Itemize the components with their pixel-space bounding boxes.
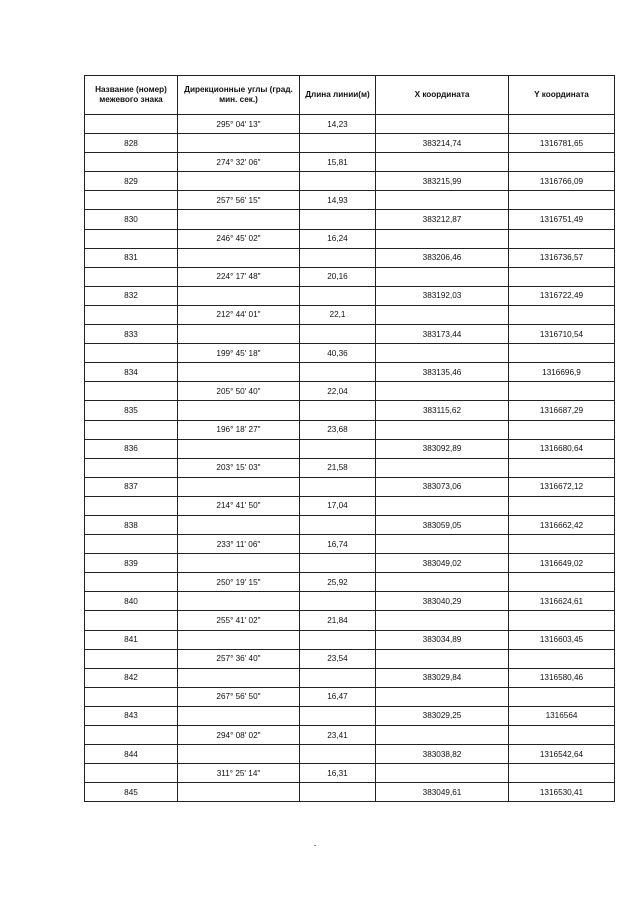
mark-row [85, 706, 615, 725]
segment-angle: 246° 45' 02" [178, 229, 300, 248]
mark-name: 828 [85, 134, 178, 153]
header-mark-name: Название (номер) межевого знака [85, 76, 178, 115]
segment-name-cell [85, 267, 178, 286]
header-x-coordinate: X координата [376, 76, 509, 115]
mark-y-coordinate: 1316580,46 [509, 668, 615, 687]
mark-row [85, 477, 615, 496]
mark-y-coordinate: 1316530,41 [509, 783, 615, 802]
segment-x-cell [376, 611, 509, 630]
segment-angle: 257° 36' 40" [178, 649, 300, 668]
segment-name-cell [85, 305, 178, 324]
segment-x-cell [376, 153, 509, 172]
segment-length: 16,31 [300, 764, 376, 783]
segment-length: 22,1 [300, 305, 376, 324]
segment-y-cell [509, 687, 615, 706]
mark-name: 832 [85, 286, 178, 305]
segment-angle: 205° 50' 40" [178, 382, 300, 401]
mark-x-coordinate: 383049,02 [376, 554, 509, 573]
mark-row [85, 745, 615, 764]
segment-angle: 255° 41' 02" [178, 611, 300, 630]
mark-name: 836 [85, 439, 178, 458]
mark-row [85, 439, 615, 458]
segment-row [85, 764, 615, 783]
segment-angle: 295° 04' 13" [178, 115, 300, 134]
segment-row [85, 267, 615, 286]
mark-row [85, 630, 615, 649]
segment-length: 23,54 [300, 649, 376, 668]
mark-length-cell [300, 248, 376, 267]
segment-row [85, 458, 615, 477]
segment-angle: 224° 17' 48" [178, 267, 300, 286]
segment-x-cell [376, 191, 509, 210]
mark-row [85, 592, 615, 611]
mark-name: 843 [85, 706, 178, 725]
segment-row [85, 229, 615, 248]
segment-row [85, 535, 615, 554]
mark-y-coordinate: 1316751,49 [509, 210, 615, 229]
segment-length: 16,24 [300, 229, 376, 248]
mark-x-coordinate: 383173,44 [376, 325, 509, 344]
mark-name: 841 [85, 630, 178, 649]
segment-y-cell [509, 191, 615, 210]
segment-angle: 274° 32' 06" [178, 153, 300, 172]
mark-y-coordinate: 1316603,45 [509, 630, 615, 649]
segment-angle: 294° 08' 02" [178, 726, 300, 745]
segment-y-cell [509, 458, 615, 477]
segment-length: 16,47 [300, 687, 376, 706]
segment-angle: 196° 18' 27" [178, 420, 300, 439]
segment-y-cell [509, 115, 615, 134]
segment-x-cell [376, 267, 509, 286]
mark-y-coordinate: 1316736,57 [509, 248, 615, 267]
segment-y-cell [509, 267, 615, 286]
segment-length: 23,68 [300, 420, 376, 439]
mark-row [85, 363, 615, 382]
mark-row [85, 554, 615, 573]
mark-angle-cell [178, 554, 300, 573]
segment-name-cell [85, 458, 178, 477]
segment-angle: 199° 45' 18" [178, 344, 300, 363]
segment-y-cell [509, 344, 615, 363]
segment-row [85, 382, 615, 401]
segment-length: 15,81 [300, 153, 376, 172]
mark-y-coordinate: 1316564 [509, 706, 615, 725]
mark-angle-cell [178, 477, 300, 496]
mark-y-coordinate: 1316542,64 [509, 745, 615, 764]
segment-name-cell [85, 535, 178, 554]
segment-row [85, 420, 615, 439]
mark-angle-cell [178, 325, 300, 344]
segment-name-cell [85, 687, 178, 706]
segment-row [85, 496, 615, 515]
segment-angle: 214° 41' 50" [178, 496, 300, 515]
segment-length: 16,74 [300, 535, 376, 554]
segment-x-cell [376, 726, 509, 745]
mark-length-cell [300, 325, 376, 344]
table-header-row [85, 76, 615, 115]
mark-row [85, 210, 615, 229]
mark-angle-cell [178, 439, 300, 458]
segment-x-cell [376, 344, 509, 363]
mark-x-coordinate: 383115,62 [376, 401, 509, 420]
mark-x-coordinate: 383215,99 [376, 172, 509, 191]
segment-angle: 257° 56' 15" [178, 191, 300, 210]
segment-name-cell [85, 382, 178, 401]
segment-row [85, 687, 615, 706]
mark-x-coordinate: 383092,89 [376, 439, 509, 458]
mark-y-coordinate: 1316687,29 [509, 401, 615, 420]
segment-name-cell [85, 726, 178, 745]
mark-x-coordinate: 383029,25 [376, 706, 509, 725]
mark-length-cell [300, 668, 376, 687]
segment-row [85, 344, 615, 363]
segment-name-cell [85, 344, 178, 363]
mark-angle-cell [178, 706, 300, 725]
header-direction-angle: Дирекционные углы (град. мин. сек.) [178, 76, 300, 115]
mark-name: 845 [85, 783, 178, 802]
mark-row [85, 172, 615, 191]
mark-x-coordinate: 383073,06 [376, 477, 509, 496]
segment-x-cell [376, 115, 509, 134]
mark-angle-cell [178, 630, 300, 649]
mark-row [85, 134, 615, 153]
mark-row [85, 783, 615, 802]
mark-name: 830 [85, 210, 178, 229]
segment-name-cell [85, 764, 178, 783]
mark-x-coordinate: 383059,05 [376, 515, 509, 534]
segment-y-cell [509, 420, 615, 439]
segment-name-cell [85, 153, 178, 172]
segment-row [85, 153, 615, 172]
segment-angle: 267° 56' 50" [178, 687, 300, 706]
segment-y-cell [509, 573, 615, 592]
mark-angle-cell [178, 401, 300, 420]
segment-y-cell [509, 382, 615, 401]
mark-name: 840 [85, 592, 178, 611]
segment-y-cell [509, 535, 615, 554]
mark-name: 839 [85, 554, 178, 573]
segment-row [85, 573, 615, 592]
segment-length: 14,23 [300, 115, 376, 134]
segment-name-cell [85, 420, 178, 439]
segment-row [85, 115, 615, 134]
mark-y-coordinate: 1316696,9 [509, 363, 615, 382]
segment-y-cell [509, 764, 615, 783]
mark-y-coordinate: 1316624,61 [509, 592, 615, 611]
segment-row [85, 191, 615, 210]
segment-y-cell [509, 726, 615, 745]
segment-name-cell [85, 611, 178, 630]
segment-length: 21,58 [300, 458, 376, 477]
mark-length-cell [300, 783, 376, 802]
header-y-coordinate: Y координата [509, 76, 615, 115]
segment-y-cell [509, 649, 615, 668]
mark-length-cell [300, 706, 376, 725]
segment-name-cell [85, 229, 178, 248]
mark-row [85, 668, 615, 687]
mark-length-cell [300, 630, 376, 649]
mark-name: 837 [85, 477, 178, 496]
mark-x-coordinate: 383038,82 [376, 745, 509, 764]
mark-length-cell [300, 515, 376, 534]
mark-name: 833 [85, 325, 178, 344]
mark-angle-cell [178, 210, 300, 229]
mark-name: 831 [85, 248, 178, 267]
segment-row [85, 305, 615, 324]
mark-length-cell [300, 172, 376, 191]
mark-x-coordinate: 383049,61 [376, 783, 509, 802]
mark-length-cell [300, 554, 376, 573]
segment-x-cell [376, 573, 509, 592]
mark-length-cell [300, 134, 376, 153]
mark-length-cell [300, 363, 376, 382]
mark-row [85, 325, 615, 344]
segment-x-cell [376, 458, 509, 477]
mark-name: 835 [85, 401, 178, 420]
mark-length-cell [300, 286, 376, 305]
mark-row [85, 286, 615, 305]
scan-speck [314, 845, 316, 846]
mark-x-coordinate: 383040,29 [376, 592, 509, 611]
segment-name-cell [85, 115, 178, 134]
mark-x-coordinate: 383135,46 [376, 363, 509, 382]
mark-angle-cell [178, 668, 300, 687]
mark-length-cell [300, 401, 376, 420]
segment-name-cell [85, 573, 178, 592]
mark-row [85, 515, 615, 534]
mark-y-coordinate: 1316649,02 [509, 554, 615, 573]
mark-angle-cell [178, 745, 300, 764]
mark-x-coordinate: 383214,74 [376, 134, 509, 153]
mark-name: 838 [85, 515, 178, 534]
segment-name-cell [85, 191, 178, 210]
table-body [85, 115, 615, 802]
mark-length-cell [300, 477, 376, 496]
segment-angle: 233° 11' 06" [178, 535, 300, 554]
segment-x-cell [376, 535, 509, 554]
mark-y-coordinate: 1316710,54 [509, 325, 615, 344]
segment-y-cell [509, 611, 615, 630]
mark-row [85, 248, 615, 267]
segment-x-cell [376, 496, 509, 515]
segment-x-cell [376, 305, 509, 324]
mark-angle-cell [178, 248, 300, 267]
segment-x-cell [376, 382, 509, 401]
segment-angle: 250° 19' 15" [178, 573, 300, 592]
boundary-marks-table [84, 75, 615, 802]
mark-y-coordinate: 1316766,09 [509, 172, 615, 191]
segment-length: 40,36 [300, 344, 376, 363]
segment-angle: 311° 25' 14" [178, 764, 300, 783]
mark-y-coordinate: 1316672,12 [509, 477, 615, 496]
segment-length: 25,92 [300, 573, 376, 592]
segment-y-cell [509, 153, 615, 172]
mark-name: 842 [85, 668, 178, 687]
segment-x-cell [376, 687, 509, 706]
segment-length: 17,04 [300, 496, 376, 515]
mark-x-coordinate: 383206,46 [376, 248, 509, 267]
segment-length: 23,41 [300, 726, 376, 745]
segment-angle: 212° 44' 01" [178, 305, 300, 324]
mark-x-coordinate: 383212,87 [376, 210, 509, 229]
mark-y-coordinate: 1316680,64 [509, 439, 615, 458]
segment-row [85, 649, 615, 668]
boundary-coordinates-sheet [84, 75, 614, 802]
segment-angle: 203° 15' 03" [178, 458, 300, 477]
segment-y-cell [509, 305, 615, 324]
mark-angle-cell [178, 286, 300, 305]
segment-x-cell [376, 764, 509, 783]
segment-length: 20,16 [300, 267, 376, 286]
mark-length-cell [300, 210, 376, 229]
segment-y-cell [509, 229, 615, 248]
header-line-length: Длина линии(м) [300, 76, 376, 115]
mark-x-coordinate: 383192,03 [376, 286, 509, 305]
segment-y-cell [509, 496, 615, 515]
mark-angle-cell [178, 134, 300, 153]
segment-x-cell [376, 420, 509, 439]
mark-angle-cell [178, 783, 300, 802]
mark-y-coordinate: 1316781,65 [509, 134, 615, 153]
segment-x-cell [376, 229, 509, 248]
segment-row [85, 726, 615, 745]
mark-angle-cell [178, 363, 300, 382]
segment-length: 21,84 [300, 611, 376, 630]
mark-row [85, 401, 615, 420]
segment-length: 22,04 [300, 382, 376, 401]
segment-name-cell [85, 496, 178, 515]
mark-angle-cell [178, 172, 300, 191]
mark-name: 834 [85, 363, 178, 382]
segment-x-cell [376, 649, 509, 668]
mark-length-cell [300, 745, 376, 764]
mark-angle-cell [178, 515, 300, 534]
mark-angle-cell [178, 592, 300, 611]
mark-name: 829 [85, 172, 178, 191]
segment-length: 14,93 [300, 191, 376, 210]
segment-row [85, 611, 615, 630]
mark-x-coordinate: 383034,89 [376, 630, 509, 649]
segment-name-cell [85, 649, 178, 668]
mark-y-coordinate: 1316722,49 [509, 286, 615, 305]
mark-x-coordinate: 383029,84 [376, 668, 509, 687]
mark-y-coordinate: 1316662,42 [509, 515, 615, 534]
mark-name: 844 [85, 745, 178, 764]
mark-length-cell [300, 592, 376, 611]
mark-length-cell [300, 439, 376, 458]
